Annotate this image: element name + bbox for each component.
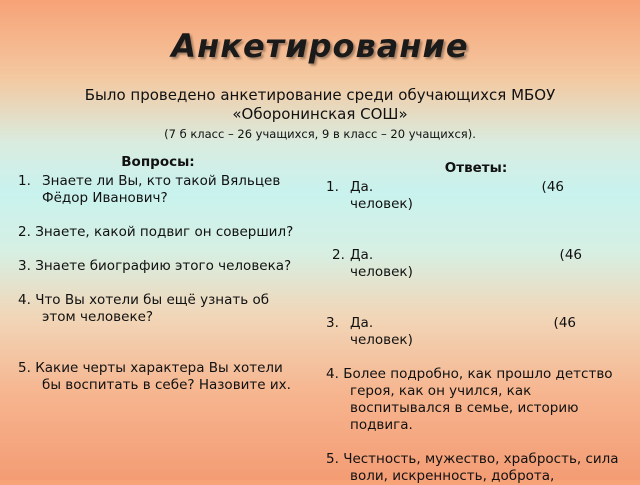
question-number: 3. [18,258,31,274]
question-5 [18,360,298,394]
questions-column [18,154,298,394]
answer-number: 4. [326,366,339,382]
answer-unit: человек) [350,264,413,280]
survey-intro: Было проведено анкетирование среди обучающихся МБОУ «Оборонинская СОШ» [84,86,556,123]
answer-number: 3. [326,315,339,331]
slide-title: Анкетирование [171,27,469,65]
answers-column [326,160,626,485]
answer-count: (46 [541,179,564,195]
question-number: 1. [18,173,31,189]
answer-unit: человек) [350,332,413,348]
answer-number: 2. [332,247,345,263]
answer-text: Более подробно, как прошло детство героя, как он учился, как воспитывался в семье, историю подвига. [343,366,613,433]
answer-4 [326,366,626,434]
question-text: Знаете биографию этого человека? [35,258,292,274]
answers-heading: Ответы: [444,160,508,176]
answer-number: 1. [326,179,339,195]
question-text: Знаете ли Вы, кто такой Вяльцев Фёдор Иванович? [42,173,281,206]
answer-text: Да. [350,315,374,331]
survey-participants-note: (7 б класс – 26 учащихся, 9 в класс – 20 учащихся). [164,127,476,141]
answer-text: Да. [350,247,374,263]
answer-1 [326,179,626,213]
answer-text: Честность, мужество, храбрость, сила воли, искренность, доброта, [343,451,619,484]
question-text: Что Вы хотели бы ещё узнать об этом человеке? [35,292,270,325]
answer-count: (46 [559,247,582,263]
question-4 [18,292,298,326]
question-number: 2. [18,224,31,240]
question-number: 4. [18,292,31,308]
answer-text: Да. [350,179,374,195]
answer-unit: человек) [350,196,413,212]
question-number: 5. [18,360,31,376]
questions-heading: Вопросы: [121,154,195,170]
question-3 [18,258,298,275]
answer-number: 5. [326,451,339,467]
answer-2 [326,247,626,281]
question-text: Какие черты характера Вы хотели бы воспитать в себе? Назовите их. [35,360,291,393]
answer-count: (46 [553,315,576,331]
question-1 [18,173,298,207]
question-2 [18,224,298,241]
question-text: Знаете, какой подвиг он совершил? [35,224,294,240]
answer-3 [326,315,626,349]
